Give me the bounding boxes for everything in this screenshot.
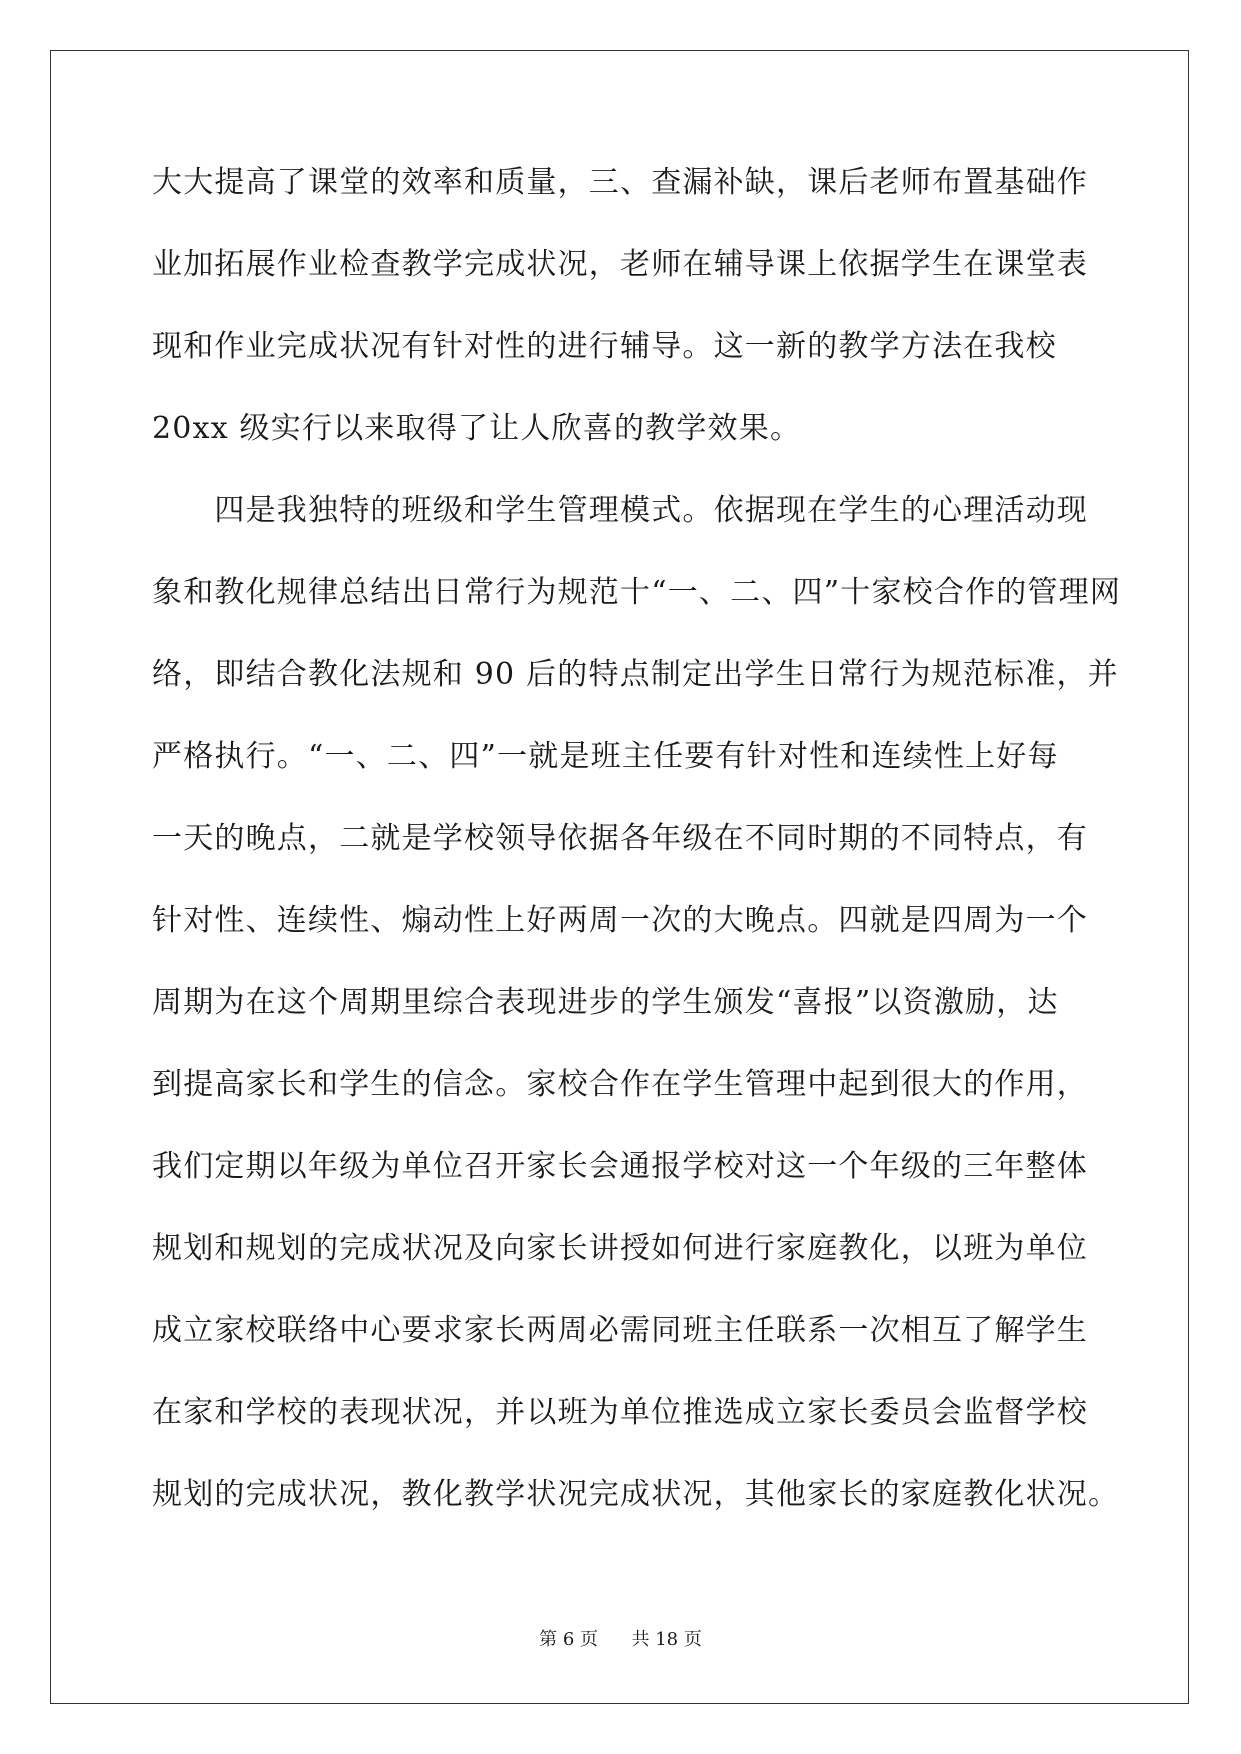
text-line: 周期为在这个周期里综合表现进步的学生颁发“喜报”以资激励，达 [152, 985, 1059, 1020]
text-line: 我们定期以年级为单位召开家长会通报学校对这一个年级的三年整体 [152, 1149, 1088, 1184]
text-line: 大大提高了课堂的效率和质量，三、查漏补缺，课后老师布置基础作 [152, 165, 1088, 200]
text-line: 规划和规划的完成状况及向家长讲授如何进行家庭教化，以班为单位 [152, 1231, 1088, 1266]
text-line: 一天的晚点，二就是学校领导依据各年级在不同时期的不同特点，有 [152, 821, 1088, 856]
text-line: 业加拓展作业检查教学完成状况，老师在辅导课上依据学生在课堂表 [152, 247, 1088, 282]
text-line: 在家和学校的表现状况，并以班为单位推选成立家长委员会监督学校 [152, 1395, 1088, 1430]
page-number: 第 6 页 [539, 1629, 599, 1650]
text-line: 20xx 级实行以来取得了让人欣喜的教学效果。 [152, 411, 802, 446]
text-line: 络，即结合教化法规和 90 后的特点制定出学生日常行为规范标准，并 [152, 657, 1119, 692]
text-line: 针对性、连续性、煽动性上好两周一次的大晚点。四就是四周为一个 [152, 903, 1088, 938]
document-body [152, 158, 1122, 1552]
page-footer [0, 1628, 1241, 1652]
text-line: 规划的完成状况，教化教学状况完成状况，其他家长的家庭教化状况。 [152, 1477, 1120, 1512]
text-line: 严格执行。“一、二、四”一就是班主任要有针对性和连续性上好每 [152, 739, 1059, 774]
text-line: 到提高家长和学生的信念。家校合作在学生管理中起到很大的作用， [152, 1067, 1088, 1102]
text-line: 四是我独特的班级和学生管理模式。依据现在学生的心理活动现 [152, 493, 1088, 528]
page-total: 共 18 页 [631, 1629, 702, 1650]
text-line: 成立家校联络中心要求家长两周必需同班主任联系一次相互了解学生 [152, 1313, 1088, 1348]
text-line: 象和教化规律总结出日常行为规范十“一、二、四”十家校合作的管理网 [152, 575, 1122, 610]
text-line: 现和作业完成状况有针对性的进行辅导。这一新的教学方法在我校 [152, 329, 1057, 364]
